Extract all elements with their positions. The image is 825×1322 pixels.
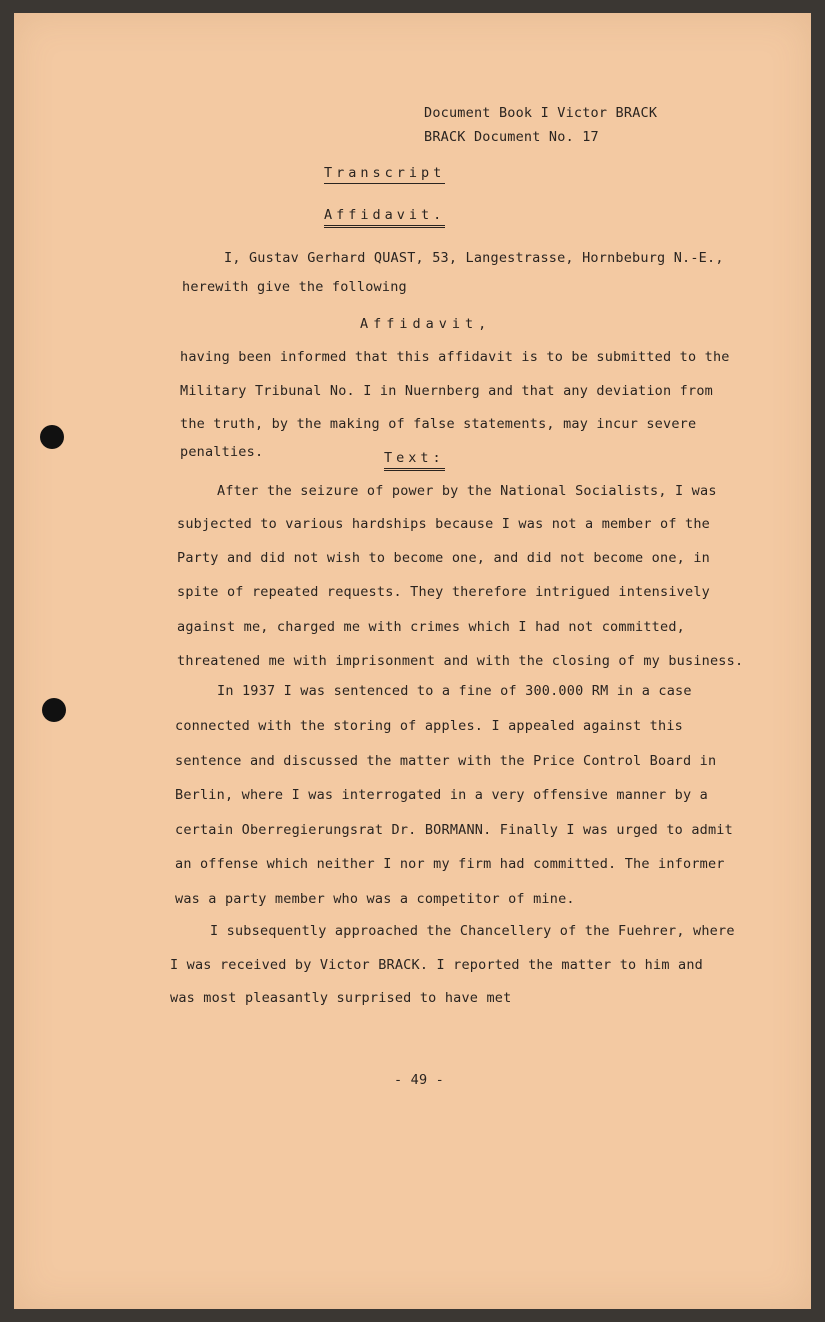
paragraph-line: was most pleasantly surprised to have met bbox=[170, 990, 512, 1006]
document-page bbox=[14, 13, 811, 1309]
paragraph-line: was a party member who was a competitor of mine. bbox=[175, 891, 575, 907]
intro-line: I, Gustav Gerhard QUAST, 53, Langestrasse, Hornbeburg N.-E., bbox=[224, 250, 724, 266]
statement-line: penalties. bbox=[180, 444, 264, 460]
paragraph-line: I was received by Victor BRACK. I reported the matter to him and bbox=[170, 957, 703, 973]
header-line: BRACK Document No. 17 bbox=[424, 129, 599, 145]
header-line: Document Book I Victor BRACK bbox=[424, 105, 658, 121]
paragraph-line: Berlin, where I was interrogated in a very offensive manner by a bbox=[175, 787, 708, 803]
paragraph-line: against me, charged me with crimes which I had not committed, bbox=[177, 619, 685, 635]
paragraph-line: I subsequently approached the Chancellery of the Fuehrer, where bbox=[210, 923, 735, 939]
paragraph-line: spite of repeated requests. They therefore intrigued intensively bbox=[177, 584, 710, 600]
document-title: Transcript bbox=[324, 165, 445, 184]
intro-line: herewith give the following bbox=[182, 279, 407, 295]
affidavit-heading: Affidavit, bbox=[360, 316, 492, 332]
text-heading: Text: bbox=[384, 450, 445, 471]
paragraph-line: Party and did not wish to become one, and did not become one, in bbox=[177, 550, 710, 566]
statement-line: the truth, by the making of false statements, may incur severe bbox=[180, 416, 697, 432]
punch-hole bbox=[40, 425, 64, 449]
punch-hole bbox=[42, 698, 66, 722]
statement-line: having been informed that this affidavit is to be submitted to the bbox=[180, 349, 730, 365]
page-number: - 49 - bbox=[394, 1072, 444, 1088]
paragraph-line: certain Oberregierungsrat Dr. BORMANN. Finally I was urged to admit bbox=[175, 822, 733, 838]
statement-line: Military Tribunal No. I in Nuernberg and that any deviation from bbox=[180, 383, 713, 399]
paragraph-line: sentence and discussed the matter with the Price Control Board in bbox=[175, 753, 717, 769]
paragraph-line: an offense which neither I nor my firm had committed. The informer bbox=[175, 856, 725, 872]
paragraph-line: In 1937 I was sentenced to a fine of 300.000 RM in a case bbox=[217, 683, 692, 699]
paragraph-line: threatened me with imprisonment and with the closing of my business. bbox=[177, 653, 744, 669]
paragraph-line: After the seizure of power by the National Socialists, I was bbox=[217, 483, 717, 499]
paragraph-line: connected with the storing of apples. I appealed against this bbox=[175, 718, 683, 734]
document-subtitle: Affidavit. bbox=[324, 207, 445, 228]
paragraph-line: subjected to various hardships because I was not a member of the bbox=[177, 516, 710, 532]
